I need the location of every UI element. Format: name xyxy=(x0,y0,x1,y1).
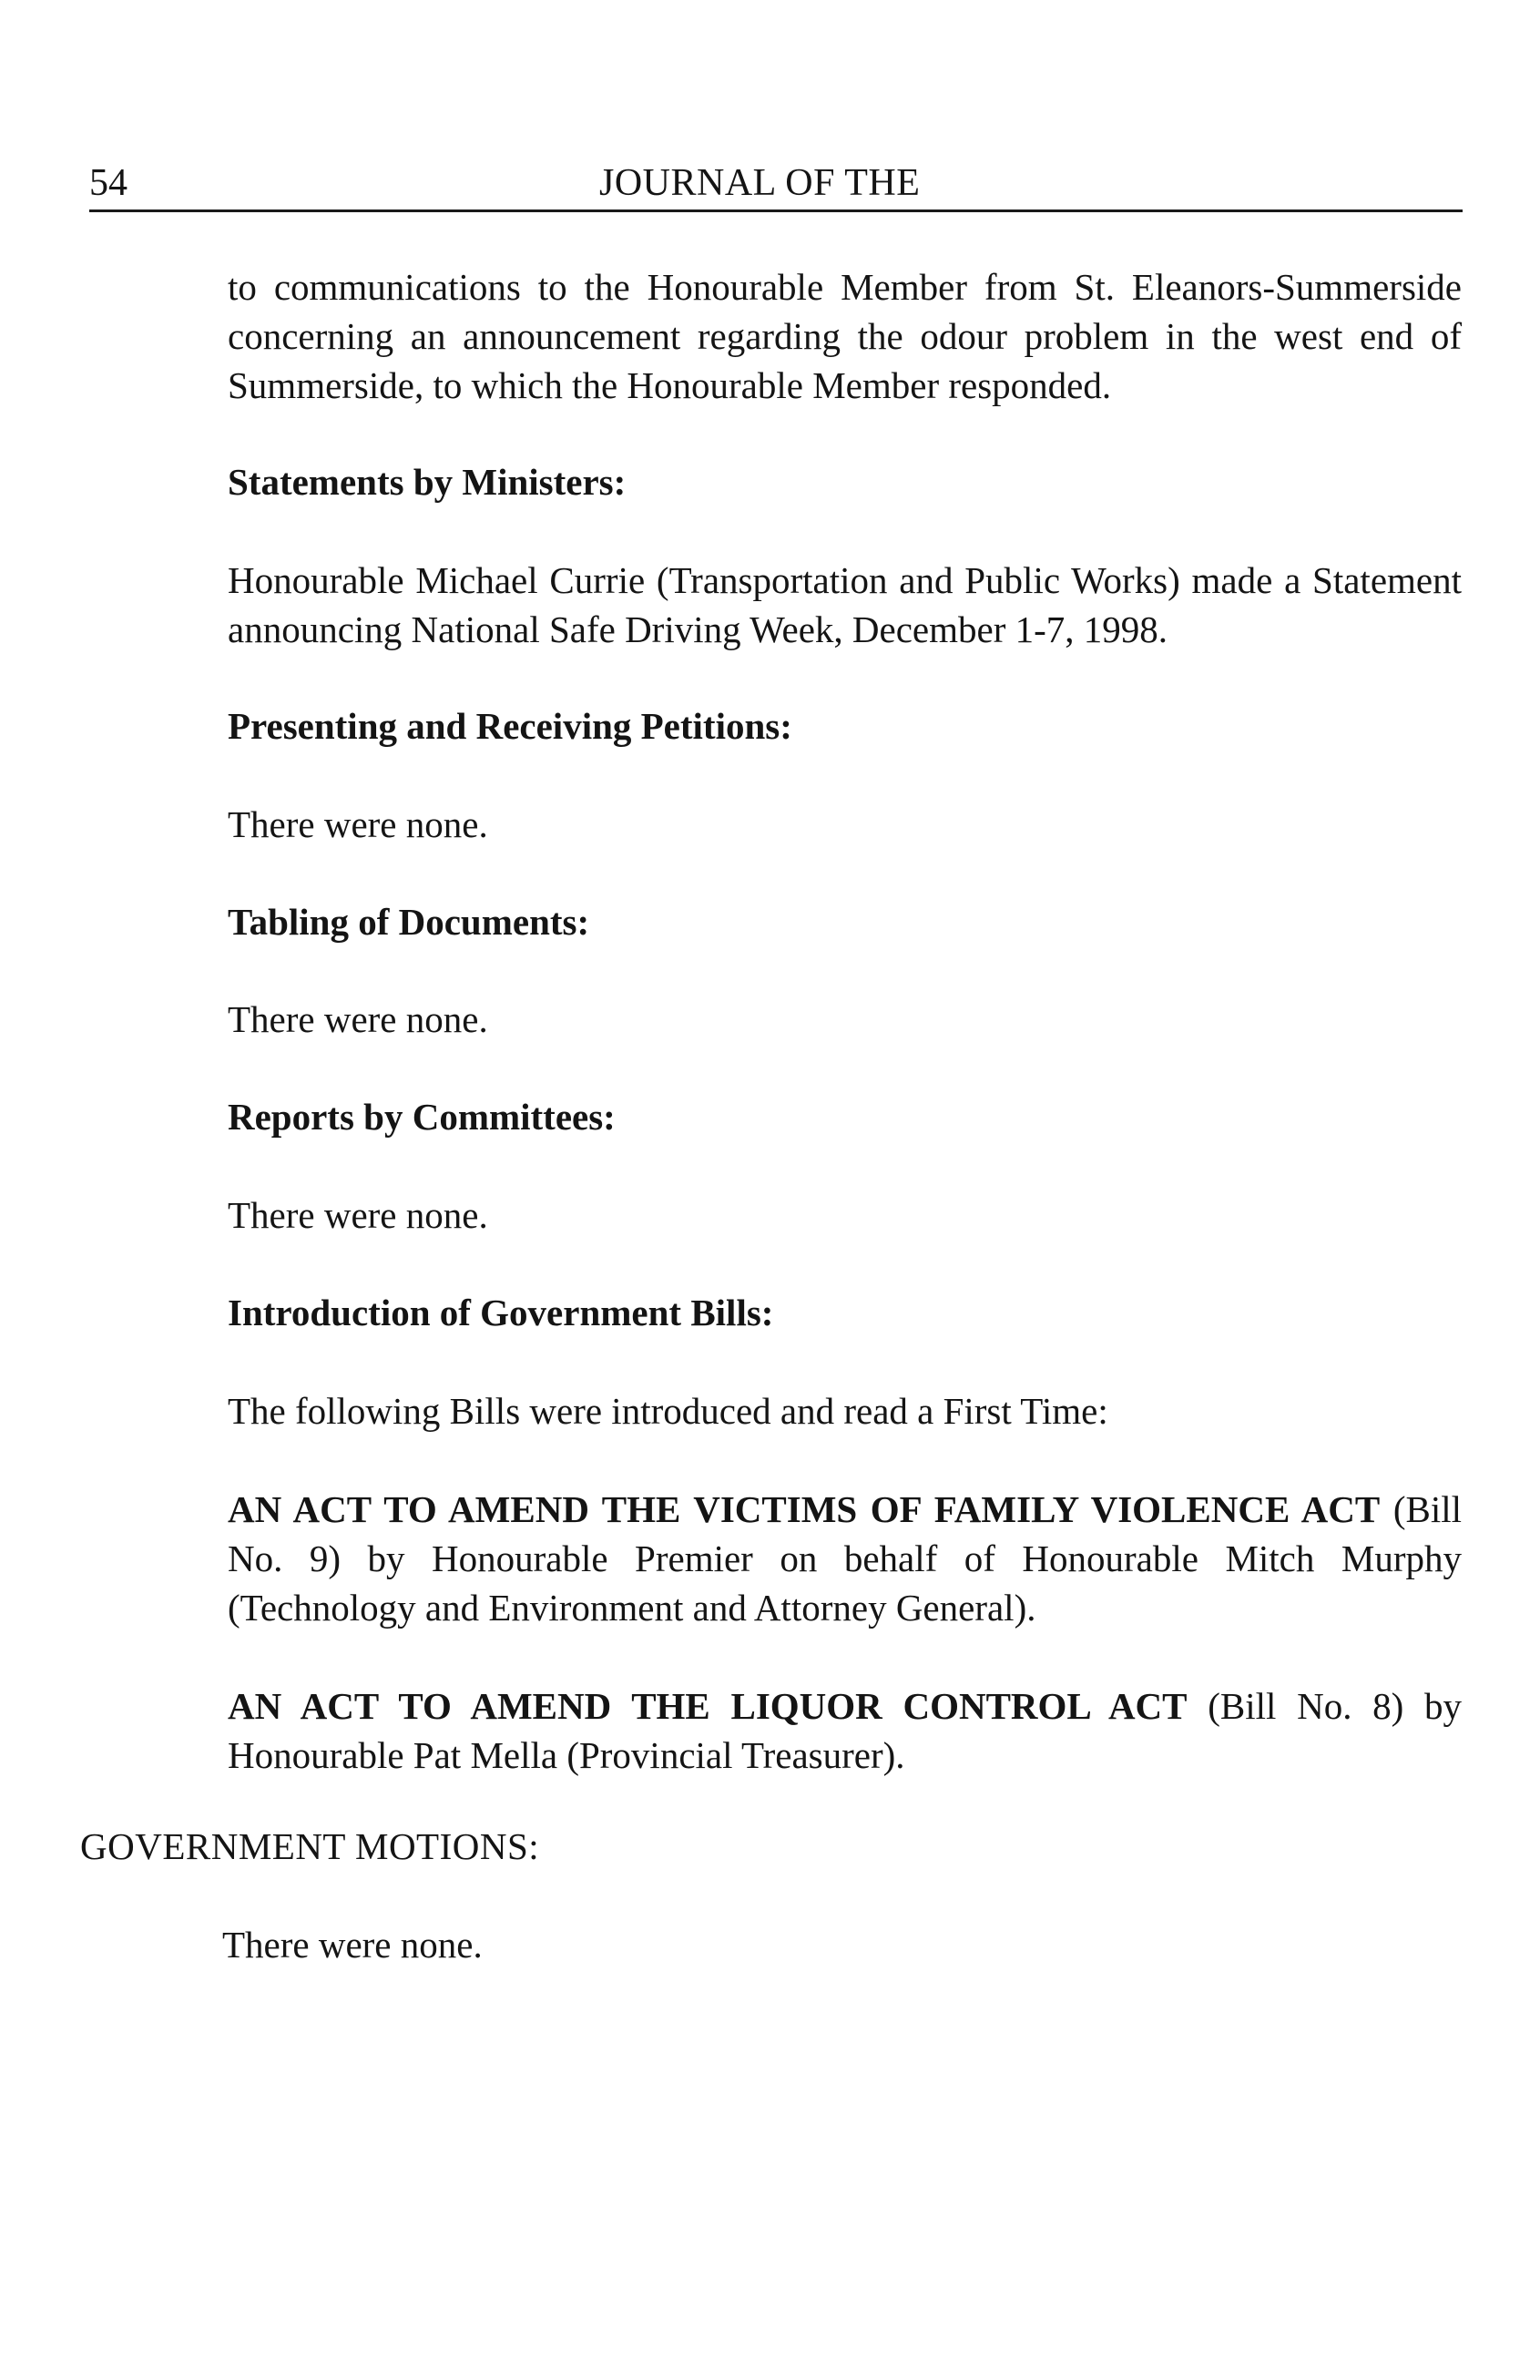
tabling-paragraph: There were none. xyxy=(228,998,488,1040)
petitions-paragraph: There were none. xyxy=(228,803,488,845)
intro-paragraph: to communications to the Honourable Member from St. Eleanors-Summerside concerning an announcement regarding the odour problem in the west end of Summerside, to which the Honourable Member responded. xyxy=(228,266,1462,406)
bill-details: (Bill No. 8) by Honourable Pat Mella (Provincial Treasurer). xyxy=(228,1685,1462,1776)
page-header xyxy=(89,160,1463,212)
motions-paragraph: There were none. xyxy=(222,1924,483,1966)
bill-details: (Bill No. 9) by Honourable Premier on behalf of Honourable Mitch Murphy (Technology and Environment and Attorney General). xyxy=(228,1488,1462,1629)
statements-paragraph: Honourable Michael Currie (Transportation and Public Works) made a Statement announcing National Safe Driving Week, December 1-7, 1998. xyxy=(228,559,1462,650)
heading-government-bills: Introduction of Government Bills: xyxy=(228,1292,774,1333)
running-head: JOURNAL OF THE xyxy=(599,162,921,204)
heading-statements-by-ministers: Statements by Ministers: xyxy=(228,461,627,503)
heading-government-motions: GOVERNMENT MOTIONS: xyxy=(80,1825,540,1867)
page-number: 54 xyxy=(89,162,127,204)
bill-entry-liquor-control xyxy=(228,1681,1462,1780)
heading-reports-committees: Reports by Committees: xyxy=(228,1096,616,1138)
bill-title: AN ACT TO AMEND THE LIQUOR CONTROL ACT xyxy=(228,1685,1188,1727)
bills-intro-paragraph: The following Bills were introduced and read a First Time: xyxy=(228,1390,1108,1432)
heading-petitions: Presenting and Receiving Petitions: xyxy=(228,705,792,747)
reports-paragraph: There were none. xyxy=(228,1194,488,1236)
heading-tabling-documents: Tabling of Documents: xyxy=(228,901,590,943)
bill-title: AN ACT TO AMEND THE VICTIMS OF FAMILY VIOLENCE ACT xyxy=(228,1488,1381,1530)
bill-entry-victims-family-violence xyxy=(228,1485,1462,1632)
